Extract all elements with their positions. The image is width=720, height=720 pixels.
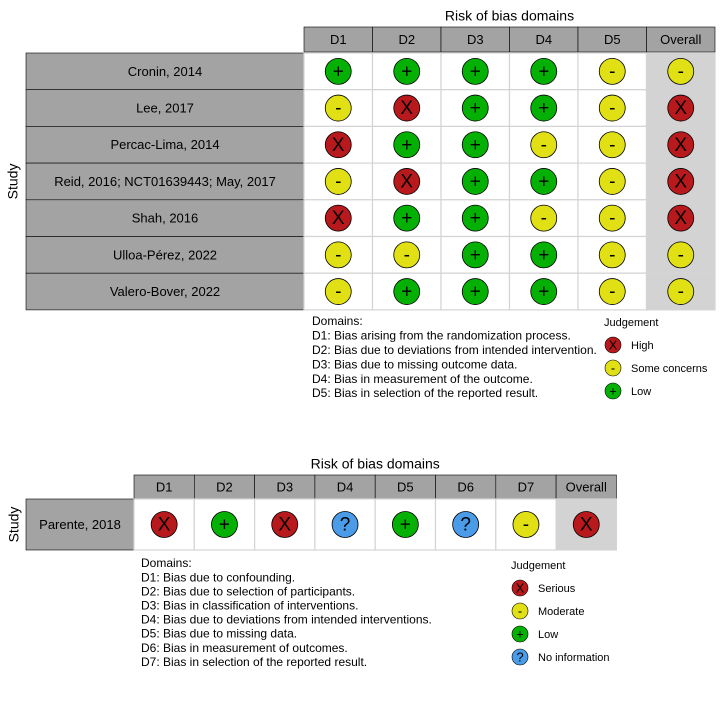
domain-description: D1: Bias arising from the randomization process. <box>312 328 571 343</box>
study-label: Valero-Bover, 2022 <box>109 283 221 299</box>
judgement-symbol: + <box>538 244 550 266</box>
judgement-symbol: X <box>674 98 688 120</box>
judgement-symbol: - <box>540 134 547 156</box>
column-header-label: D1 <box>329 31 347 47</box>
legend-title: Judgement <box>604 316 659 329</box>
domain-description: D2: Bias due to selection of participants. <box>141 584 356 599</box>
domain-description: D4: Bias in measurement of the outcome. <box>312 371 533 386</box>
judgement-symbol: + <box>469 244 481 266</box>
legend-symbol: - <box>610 360 616 376</box>
legend-label: Moderate <box>538 605 585 618</box>
chart-title: Risk of bias domains <box>310 455 440 472</box>
judgement-symbol: + <box>401 61 413 83</box>
judgement-symbol: - <box>609 134 616 156</box>
column-header-label: D2 <box>398 31 416 47</box>
judgement-symbol: ? <box>339 514 351 536</box>
judgement-symbol: + <box>469 134 481 156</box>
column-header-label: Overall <box>660 31 702 47</box>
judgement-symbol: - <box>522 514 530 536</box>
judgement-symbol: - <box>403 244 410 266</box>
legend-symbol: X <box>608 337 618 353</box>
judgement-symbol: - <box>677 61 684 83</box>
judgement-symbol: - <box>335 244 342 266</box>
domain-description: D2: Bias due to deviations from intended intervention. <box>312 342 597 357</box>
legend-label: High <box>631 339 654 352</box>
domain-description: D7: Bias in selection of the reported result. <box>141 654 368 669</box>
judgement-symbol: ? <box>460 514 471 536</box>
judgement-symbol: X <box>579 514 593 536</box>
judgement-symbol: + <box>469 61 481 83</box>
column-header-label: D4 <box>535 31 553 47</box>
study-label: Percac-Lima, 2014 <box>110 137 220 153</box>
study-label: Ulloa-Pérez, 2022 <box>112 247 218 263</box>
column-header-label: D6 <box>457 479 474 495</box>
judgement-symbol: + <box>401 208 413 230</box>
judgement-symbol: - <box>677 244 684 266</box>
column-header-label: D3 <box>466 31 484 47</box>
domains-title: Domains: <box>312 314 363 329</box>
judgement-symbol: - <box>609 244 616 266</box>
judgement-symbol: - <box>609 208 616 230</box>
study-label: Lee, 2017 <box>136 100 194 116</box>
judgement-symbol: - <box>335 98 342 120</box>
judgement-symbol: X <box>674 171 688 193</box>
judgement-symbol: + <box>469 208 481 230</box>
judgement-symbol: - <box>609 171 616 193</box>
column-header-label: D3 <box>276 479 294 495</box>
judgement-symbol: - <box>609 61 616 83</box>
judgement-symbol: - <box>335 281 342 303</box>
legend-symbol: X <box>515 580 525 596</box>
domain-description: D5: Bias in selection of the reported result. <box>312 386 539 401</box>
judgement-symbol: + <box>332 61 344 83</box>
legend-label: Serious <box>538 582 576 595</box>
judgement-symbol: - <box>540 208 547 230</box>
column-header-label: Overall <box>565 479 607 495</box>
judgement-symbol: + <box>538 98 550 120</box>
judgement-symbol: + <box>469 281 481 303</box>
column-header-label: D5 <box>397 479 414 495</box>
legend-label: Low <box>631 385 652 398</box>
legend-symbol: - <box>517 603 523 619</box>
judgement-symbol: X <box>400 98 414 120</box>
judgement-symbol: X <box>278 514 292 536</box>
study-label: Cronin, 2014 <box>127 63 203 79</box>
column-header-label: D1 <box>155 479 173 495</box>
judgement-symbol: + <box>401 281 413 303</box>
domain-description: D3: Bias due to missing outcome data. <box>312 357 518 372</box>
y-axis-label: Study <box>5 506 22 543</box>
legend-label: No information <box>538 651 610 664</box>
study-label: Reid, 2016; NCT01639443; May, 2017 <box>54 173 276 189</box>
legend-label: Low <box>538 628 559 641</box>
legend-symbol: + <box>516 626 524 642</box>
domain-description: D3: Bias in classification of interventions. <box>141 598 359 613</box>
judgement-symbol: - <box>335 171 342 193</box>
study-label: Shah, 2016 <box>131 210 199 226</box>
domain-description: D5: Bias due to missing data. <box>141 626 298 641</box>
domain-description: D4: Bias due to deviations from intended interventions. <box>141 612 432 627</box>
judgement-symbol: X <box>331 208 345 230</box>
study-label: Parente, 2018 <box>39 516 121 532</box>
judgement-symbol: X <box>157 514 171 536</box>
column-header-label: D4 <box>336 479 354 495</box>
robins-traffic-light-plot <box>6 456 617 669</box>
judgement-symbol: + <box>399 514 411 536</box>
judgement-symbol: + <box>401 134 413 156</box>
judgement-symbol: X <box>674 134 688 156</box>
domains-title: Domains: <box>141 556 192 571</box>
judgement-symbol: X <box>331 134 345 156</box>
legend-title: Judgement <box>511 559 566 572</box>
domain-description: D1: Bias due to confounding. <box>141 570 296 585</box>
legend-symbol: + <box>609 383 617 399</box>
judgement-symbol: - <box>609 98 616 120</box>
legend-label: Some concerns <box>631 362 708 375</box>
chart-title: Risk of bias domains <box>444 7 575 24</box>
column-header-label: D7 <box>517 479 535 495</box>
judgement-symbol: - <box>609 281 616 303</box>
judgement-symbol: - <box>677 281 684 303</box>
judgement-symbol: X <box>674 208 688 230</box>
judgement-symbol: X <box>400 171 414 193</box>
judgement-symbol: + <box>218 514 231 536</box>
legend-symbol: ? <box>516 649 524 665</box>
judgement-symbol: + <box>538 281 550 303</box>
y-axis-label: Study <box>4 163 21 200</box>
domain-description: D6: Bias in measurement of outcomes. <box>141 640 348 655</box>
judgement-symbol: + <box>469 98 481 120</box>
judgement-symbol: + <box>538 61 550 83</box>
rob2-traffic-light-plot <box>5 8 715 400</box>
judgement-symbol: + <box>469 171 481 193</box>
column-header-label: D5 <box>603 31 621 47</box>
column-header-label: D2 <box>216 479 233 495</box>
judgement-symbol: + <box>538 171 550 193</box>
